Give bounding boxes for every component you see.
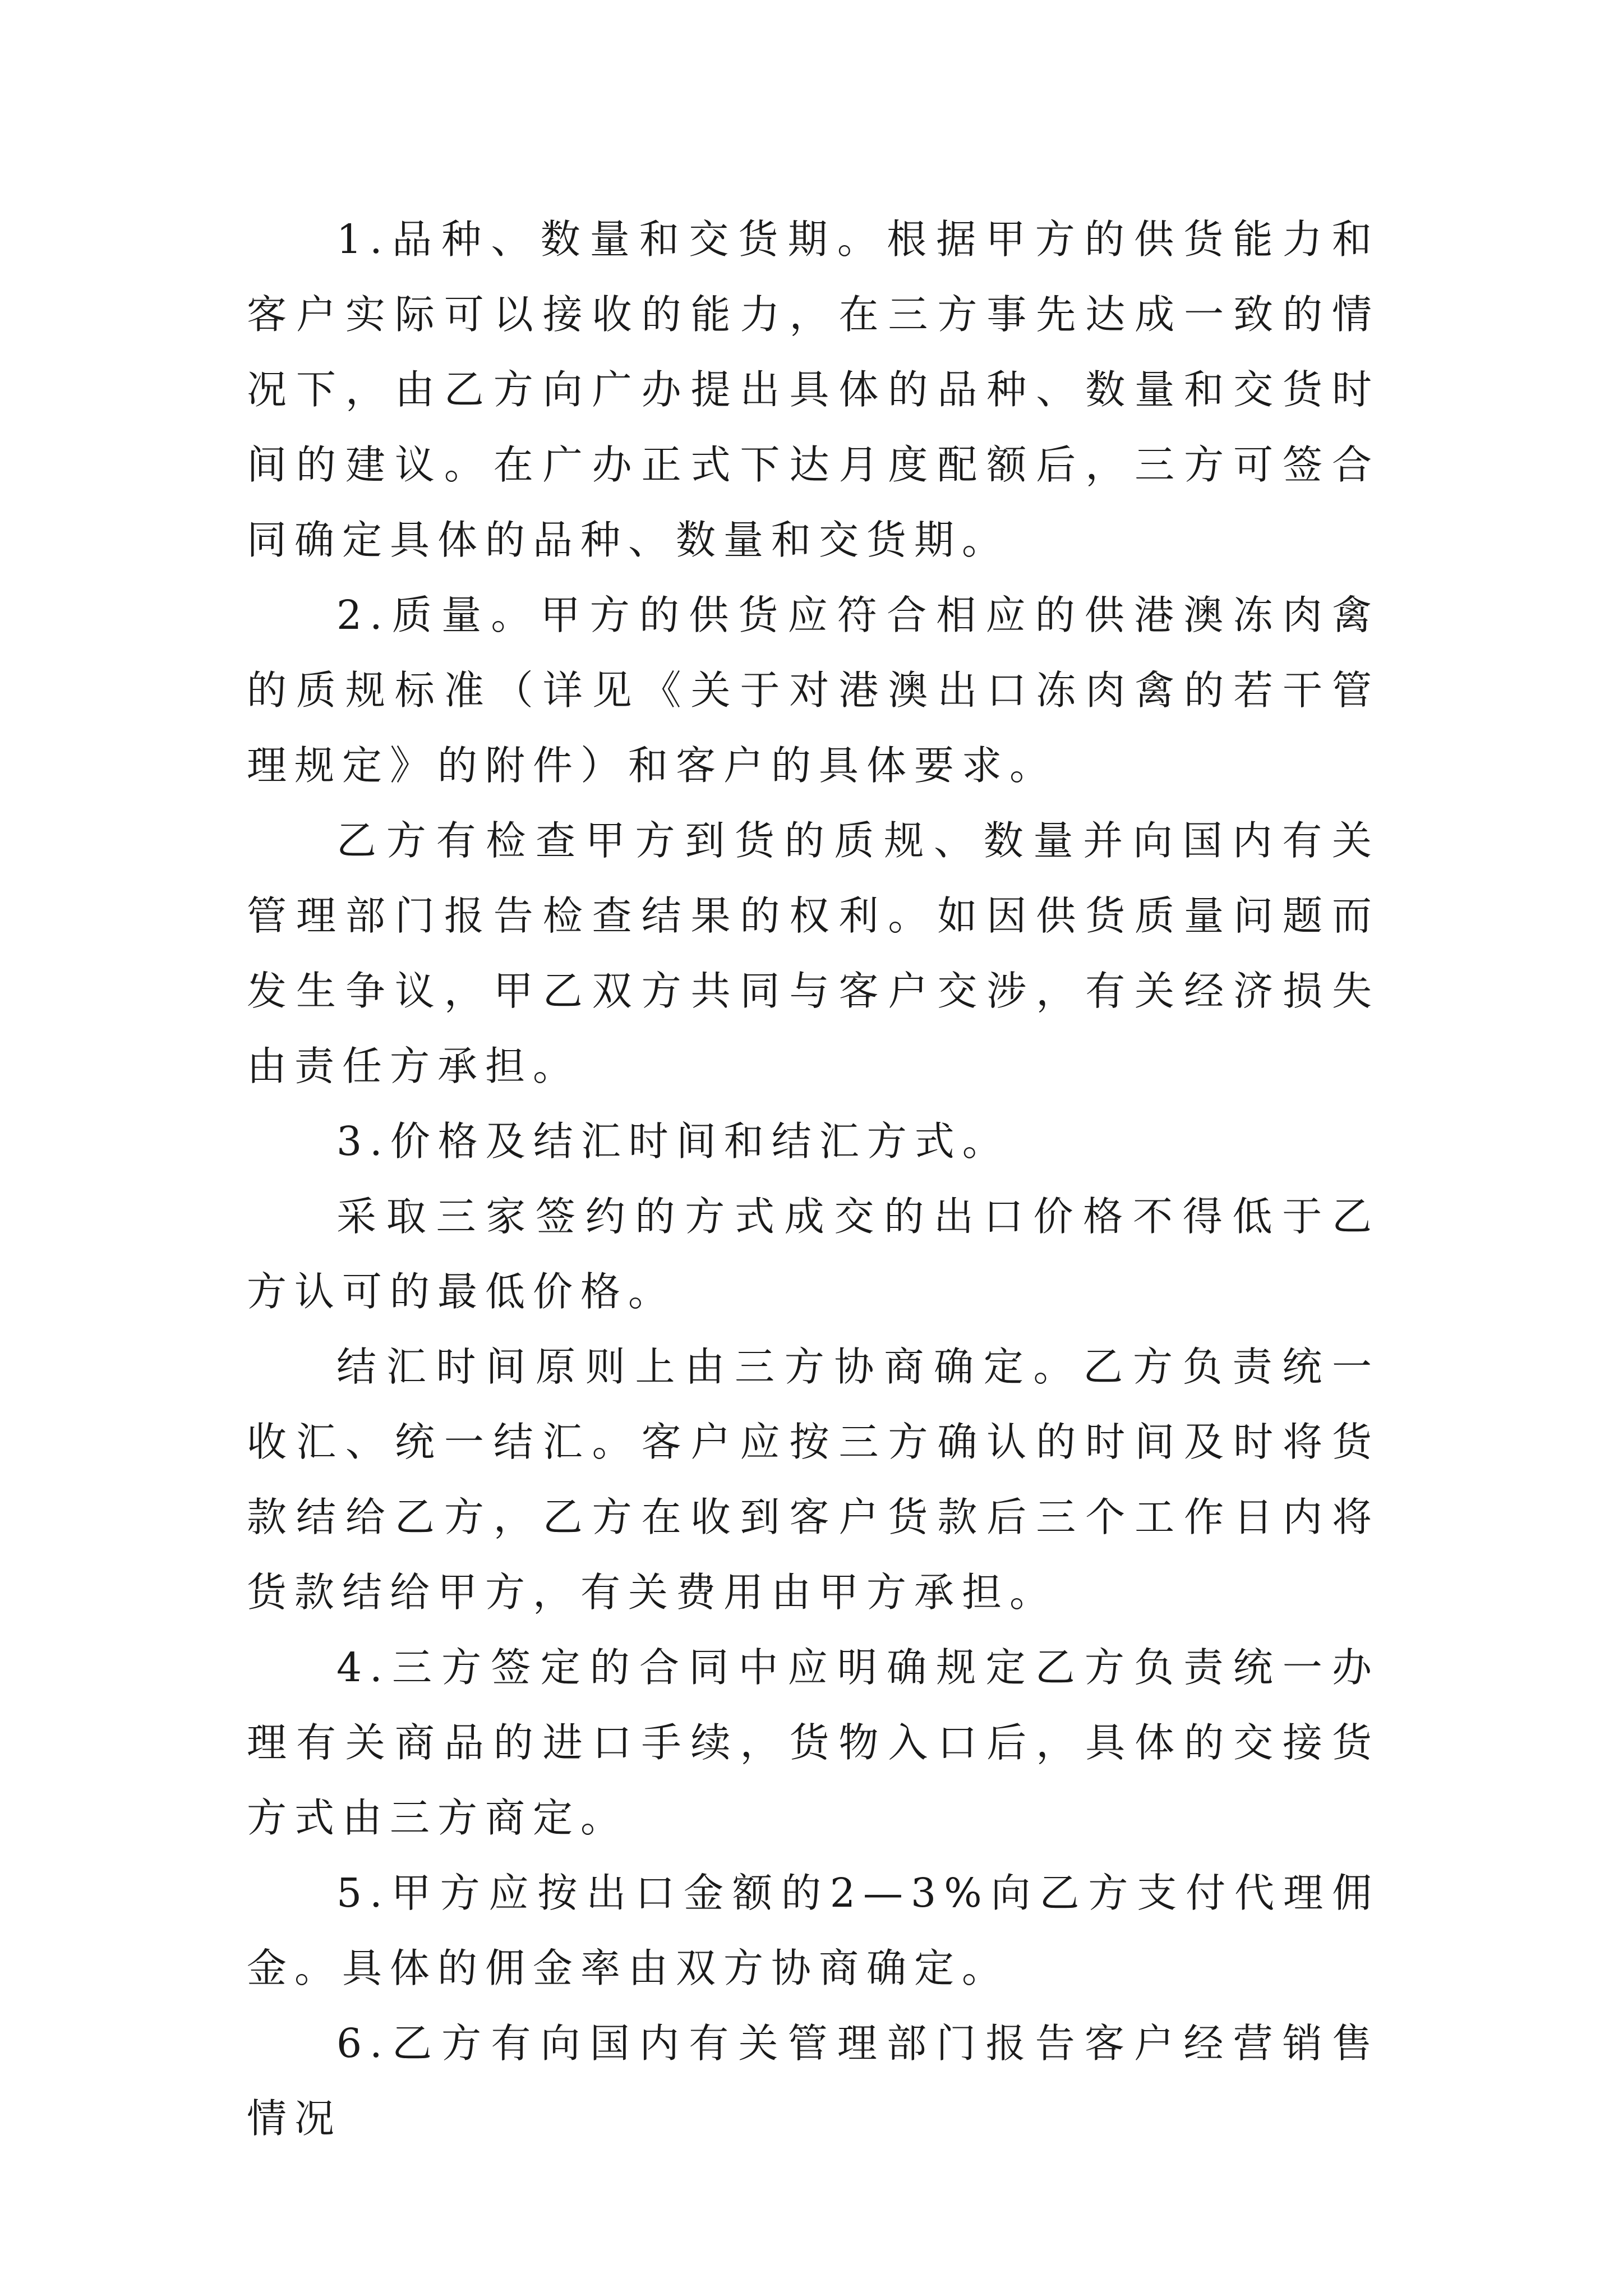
clause-2-paragraph: 2.质量。甲方的供货应符合相应的供港澳冻肉禽的质规标准（详见《关于对港澳出口冻肉禽的若干管理规定》的附件）和客户的具体要求。 — [247, 592, 1380, 789]
clause-6-paragraph: 6.乙方有向国内有关管理部门报告客户经营销售情况 — [247, 2020, 1380, 2142]
inspection-rights-paragraph: 乙方有检查甲方到货的质规、数量并向国内有关管理部门报告检查结果的权利。如因供货质量问题而发生争议，甲乙双方共同与客户交涉，有关经济损失由责任方承担。 — [247, 817, 1380, 1089]
document-body — [247, 202, 1380, 2156]
clause-5-paragraph: 5.甲方应按出口金额的2—3%向乙方支付代理佣金。具体的佣金率由双方协商确定。 — [247, 1870, 1380, 1991]
clause-4-paragraph: 4.三方签定的合同中应明确规定乙方负责统一办理有关商品的进口手续，货物入口后，具体的交接货方式由三方商定。 — [247, 1644, 1380, 1841]
clause-1-paragraph: 1.品种、数量和交货期。根据甲方的供货能力和客户实际可以接收的能力，在三方事先达成一致的情况下，由乙方向广办提出具体的品种、数量和交货时间的建议。在广办正式下达月度配额后，三方可签合同确定具体的品种、数量和交货期。 — [247, 216, 1380, 563]
settlement-time-paragraph: 结汇时间原则上由三方协商确定。乙方负责统一收汇、统一结汇。客户应按三方确认的时间及时将货款结给乙方，乙方在收到客户货款后三个工作日内将货款结给甲方，有关费用由甲方承担。 — [247, 1343, 1380, 1616]
clause-3-paragraph: 3.价格及结汇时间和结汇方式。 — [336, 1118, 1010, 1165]
export-price-paragraph: 采取三家签约的方式成交的出口价格不得低于乙方认可的最低价格。 — [247, 1193, 1380, 1315]
